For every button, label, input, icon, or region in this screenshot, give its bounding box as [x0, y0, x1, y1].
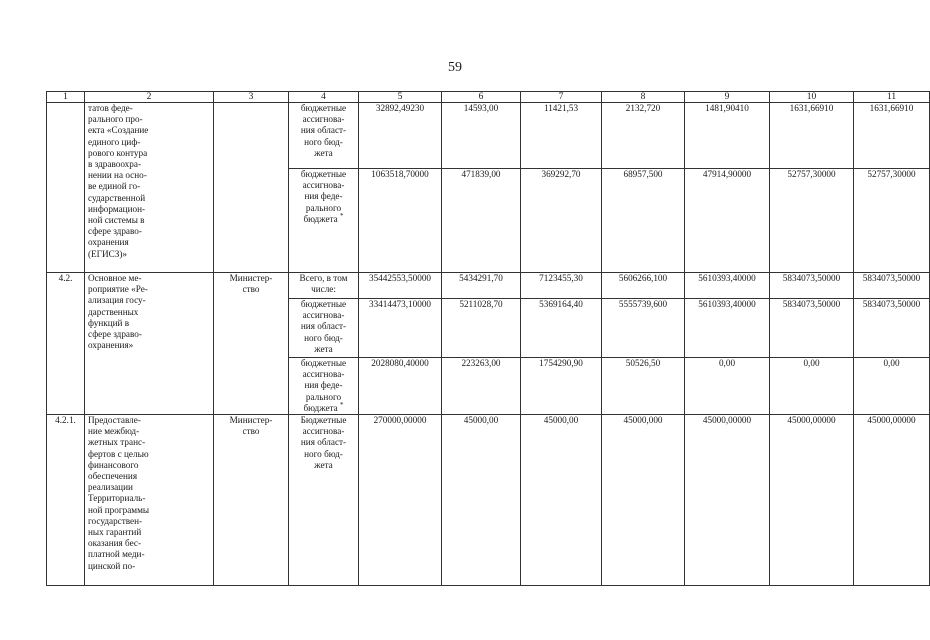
value-cell: 1481,90410 — [685, 103, 770, 169]
value-cell: 369292,70 — [521, 169, 602, 273]
header-cell: 6 — [442, 92, 521, 103]
value-cell: 33414473,10000 — [359, 299, 442, 358]
value-cell: 270000,00000 — [359, 415, 442, 586]
value-cell: 2028080,40000 — [359, 358, 442, 415]
activity-name-cell: Основное ме- роприятие «Ре- ализация госу- дарственных функций в сфере здраво- охранения» — [85, 273, 214, 415]
header-cell: 9 — [685, 92, 770, 103]
value-cell: 14593,00 — [442, 103, 521, 169]
funding-source-cell — [289, 415, 359, 586]
value-cell: 5834073,50000 — [770, 299, 854, 358]
value-cell: 7123455,30 — [521, 273, 602, 299]
value-cell: 1063518,70000 — [359, 169, 442, 273]
header-cell: 8 — [602, 92, 685, 103]
value-cell: 68957,500 — [602, 169, 685, 273]
budget-table — [46, 91, 930, 586]
value-cell: 0,00 — [685, 358, 770, 415]
value-cell: 5610393,40000 — [685, 299, 770, 358]
footnote-mark: * — [340, 211, 344, 220]
header-cell: 2 — [85, 92, 214, 103]
activity-name-cell: Предоставле- ние межбюд- жетных транс- фертов с целью финансового обеспечения реализации Территориаль- ной программы государствен- ных гарантий оказания бес- платной меди- цинской по- — [85, 415, 214, 586]
value-cell: 45000,000 — [602, 415, 685, 586]
funding-source-cell — [289, 358, 359, 415]
funding-source-cell — [289, 103, 359, 169]
funding-source-label: бюджетные ассигнова- ния област- ного бюд- жета — [300, 103, 347, 158]
value-cell: 5834073,50000 — [854, 299, 930, 358]
value-cell: 52757,30000 — [854, 169, 930, 273]
value-cell: 5610393,40000 — [685, 273, 770, 299]
value-cell: 5555739,600 — [602, 299, 685, 358]
header-cell: 7 — [521, 92, 602, 103]
value-cell: 0,00 — [854, 358, 930, 415]
value-cell: 52757,30000 — [770, 169, 854, 273]
funding-source-label: бюджетные ассигнова- ния област- ного бюд- жета — [300, 299, 347, 354]
row-number-cell: 4.2. — [47, 273, 85, 415]
value-cell: 2132,720 — [602, 103, 685, 169]
header-row — [47, 92, 930, 103]
value-cell: 1754290,90 — [521, 358, 602, 415]
table-row — [47, 103, 930, 169]
value-cell: 471839,00 — [442, 169, 521, 273]
header-cell: 4 — [289, 92, 359, 103]
value-cell: 32892,49230 — [359, 103, 442, 169]
funding-source-cell — [289, 273, 359, 299]
footnote-mark: * — [340, 400, 344, 409]
header-cell: 10 — [770, 92, 854, 103]
header-cell: 3 — [214, 92, 289, 103]
value-cell: 5606266,100 — [602, 273, 685, 299]
responsible-cell — [214, 103, 289, 273]
value-cell: 45000,00000 — [854, 415, 930, 586]
value-cell: 5369164,40 — [521, 299, 602, 358]
funding-source-label: Бюджетные ассигнова- ния област- ного бюд- жета — [300, 415, 347, 470]
funding-source-label: бюджетные ассигнова- ния феде- рального бюджета — [300, 169, 347, 224]
header-cell: 11 — [854, 92, 930, 103]
value-cell: 0,00 — [770, 358, 854, 415]
header-cell: 5 — [359, 92, 442, 103]
value-cell: 45000,00 — [521, 415, 602, 586]
row-number-cell: 4.2.1. — [47, 415, 85, 586]
value-cell: 5211028,70 — [442, 299, 521, 358]
value-cell: 11421,53 — [521, 103, 602, 169]
responsible-cell: Министер- ство — [214, 415, 289, 586]
value-cell: 45000,00 — [442, 415, 521, 586]
table-row — [47, 415, 930, 586]
value-cell: 5834073,50000 — [770, 273, 854, 299]
funding-source-cell — [289, 299, 359, 358]
value-cell: 5434291,70 — [442, 273, 521, 299]
value-cell: 50526,50 — [602, 358, 685, 415]
value-cell: 5834073,50000 — [854, 273, 930, 299]
value-cell: 1631,66910 — [854, 103, 930, 169]
funding-source-label: Всего, в том числе: — [299, 273, 348, 295]
activity-name-cell: татов феде- рального про- екта «Создание единого циф- рового контура в здравоохра- нении на осно- ве единой го- сударственной информацион- ной системы в сфере здраво- охранения (ЕГИСЗ)» — [85, 103, 214, 273]
table-row — [47, 273, 930, 299]
funding-source-label: бюджетные ассигнова- ния феде- рального бюджета — [300, 358, 347, 413]
header-cell: 1 — [47, 92, 85, 103]
page-number: 59 — [448, 60, 462, 75]
value-cell: 47914,90000 — [685, 169, 770, 273]
value-cell: 223263,00 — [442, 358, 521, 415]
value-cell: 35442553,50000 — [359, 273, 442, 299]
funding-source-cell — [289, 169, 359, 273]
row-number-cell — [47, 103, 85, 273]
value-cell: 45000,00000 — [685, 415, 770, 586]
value-cell: 45000,00000 — [770, 415, 854, 586]
value-cell: 1631,66910 — [770, 103, 854, 169]
responsible-cell: Министер- ство — [214, 273, 289, 415]
